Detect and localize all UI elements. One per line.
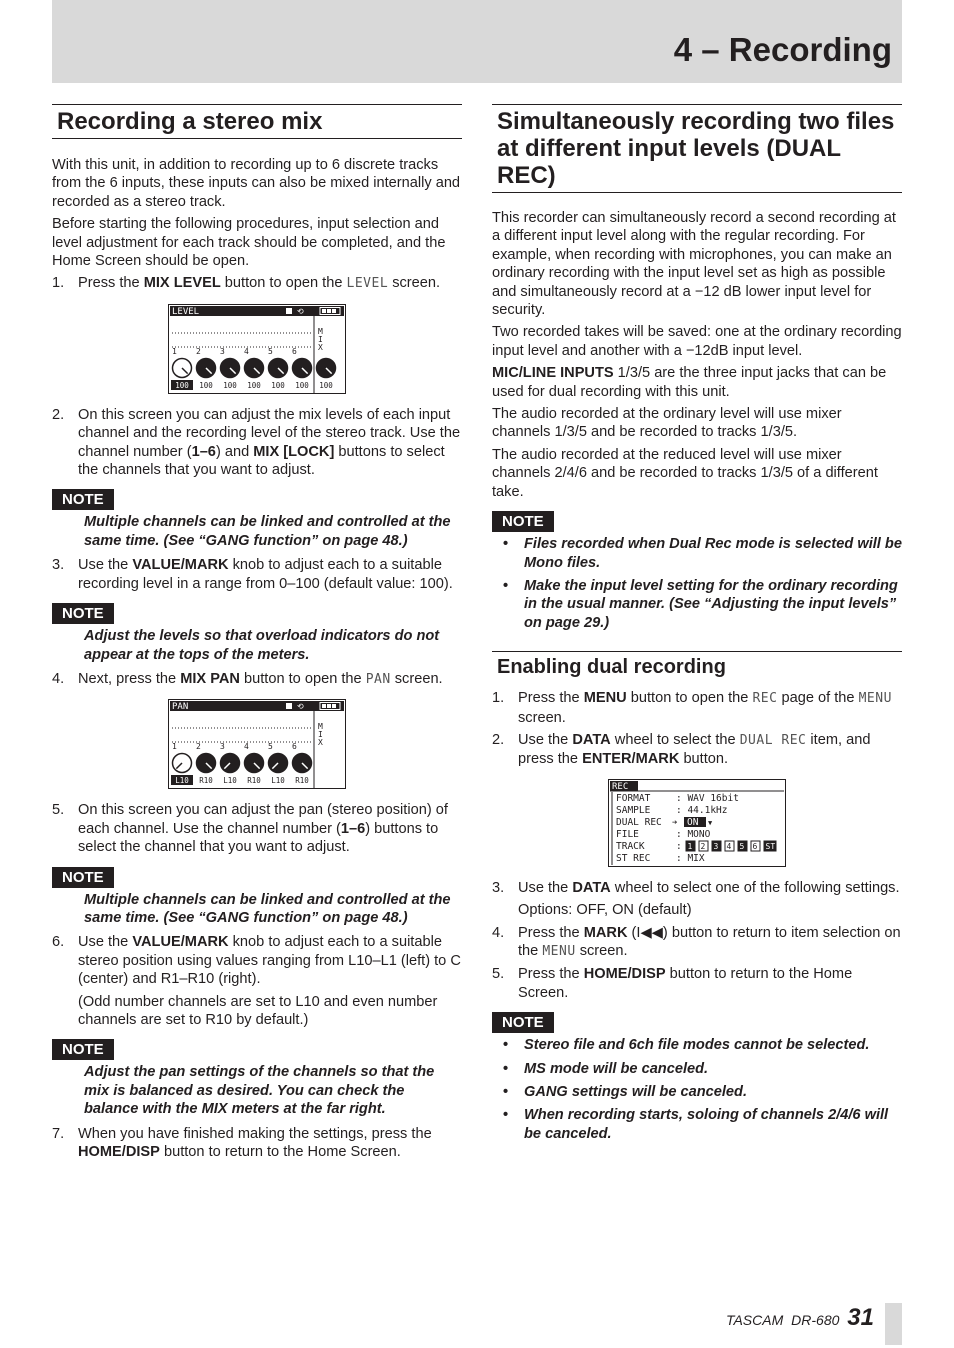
knob-value: L10 bbox=[223, 776, 237, 786]
channel-number: 5 bbox=[268, 346, 273, 356]
menu-item-label: FILE bbox=[616, 828, 639, 840]
skip-back-icon: I◀◀ bbox=[636, 924, 663, 941]
page-number: 31 bbox=[847, 1304, 874, 1331]
step-number: 4. bbox=[52, 670, 65, 687]
menu-item-label: DUAL REC bbox=[616, 816, 662, 828]
step-text: button to return to the Home Screen. bbox=[518, 966, 853, 1001]
lcd-label: MENU bbox=[858, 691, 892, 707]
step-text: screen. bbox=[575, 942, 628, 959]
note-bullet-item: • When recording starts, soloing of channels 2/4/6 will be canceled. bbox=[492, 1106, 902, 1143]
input-jack-name: MIC/LINE INPUTS bbox=[492, 365, 614, 382]
note-badge: NOTE bbox=[492, 511, 554, 532]
mix-label-char: M bbox=[318, 326, 323, 336]
level-screen-figure bbox=[52, 304, 462, 394]
step-2 bbox=[492, 731, 902, 769]
knob-value: 100 bbox=[175, 380, 189, 390]
channel-number: 3 bbox=[220, 346, 225, 356]
menu-item-value: : MIX bbox=[676, 852, 705, 864]
button-name: ENTER/MARK bbox=[582, 751, 680, 768]
step-4 bbox=[52, 670, 462, 689]
track-number: 2 bbox=[700, 841, 706, 851]
step-number: 5. bbox=[52, 802, 65, 819]
button-name: 1–6 bbox=[340, 820, 366, 837]
level-lcd-screen bbox=[168, 304, 346, 394]
step-text: Press the bbox=[518, 966, 584, 983]
channel-number: 2 bbox=[196, 742, 201, 752]
header-band bbox=[52, 0, 902, 83]
step-text: knob to adjust each to a suitable recording level in a range from 0–100 (default value: 100). bbox=[78, 557, 453, 592]
note-bullet-item: • MS mode will be canceled. bbox=[492, 1060, 902, 1078]
step-number: 2. bbox=[492, 731, 505, 748]
step-text: Use the bbox=[518, 731, 573, 748]
rec-screen-figure bbox=[492, 779, 902, 867]
mix-label-char: X bbox=[318, 342, 323, 352]
knob-value: 100 bbox=[319, 380, 333, 390]
track-number: 6 bbox=[752, 841, 758, 851]
note-badge: NOTE bbox=[52, 1039, 114, 1060]
step-text: Press the bbox=[78, 275, 144, 292]
channel-number: 6 bbox=[292, 346, 297, 356]
dual-rec-paragraph-4: The audio recorded at the ordinary level will use mixer channels 1/3/5 and be recorded to tracks 1/3/5. bbox=[492, 406, 842, 441]
intro-paragraph-2: Before starting the following procedures, input selection and level adjustment for each track should be completed, and the Home Screen should be open. bbox=[52, 216, 446, 270]
button-name: 1–6 bbox=[191, 443, 216, 460]
step-text: Use the bbox=[78, 557, 133, 574]
button-name: DATA bbox=[572, 879, 611, 896]
intro-paragraph-1: With this unit, in addition to recording up to 6 discrete tracks from the 6 inputs, these inputs can also be mixed internally and recorded as a stereo track. bbox=[52, 157, 461, 210]
note-bullet-item: • GANG settings will be canceled. bbox=[492, 1083, 902, 1101]
channel-number: 1 bbox=[172, 346, 177, 356]
step-text: screen. bbox=[518, 709, 566, 726]
step-text: When you have finished making the settings, press the bbox=[78, 1125, 432, 1142]
knob-value: 100 bbox=[247, 380, 261, 390]
screen-title: PAN bbox=[172, 702, 189, 713]
step-1 bbox=[52, 274, 462, 293]
note-text: Adjust the levels so that overload indicators do not appear at the tops of the meters. bbox=[84, 628, 440, 663]
channel-number: 1 bbox=[172, 742, 177, 752]
button-name: VALUE/MARK bbox=[132, 557, 229, 574]
channel-number: 5 bbox=[268, 742, 273, 752]
channel-number: 4 bbox=[244, 742, 249, 752]
repeat-icon: ⟲ bbox=[297, 306, 304, 316]
lcd-label: MENU bbox=[542, 943, 576, 959]
step-text: button. bbox=[679, 751, 729, 768]
step-text: button to return to the Home Screen. bbox=[159, 1144, 401, 1160]
knob-value: R10 bbox=[199, 776, 213, 786]
menu-item-label: TRACK bbox=[616, 840, 645, 852]
step-1 bbox=[492, 689, 902, 727]
step-2 bbox=[52, 406, 462, 480]
note-text: Multiple channels can be linked and controlled at the same time. (See “GANG function” on page 48.) bbox=[84, 514, 451, 549]
step-number: 1. bbox=[492, 690, 505, 707]
step-3 bbox=[492, 879, 902, 897]
step-3 bbox=[52, 556, 462, 593]
dual-rec-paragraph-3 bbox=[492, 364, 902, 401]
pan-lcd-screen bbox=[168, 699, 346, 789]
step-text: Press the bbox=[518, 924, 584, 941]
channel-number: 2 bbox=[196, 346, 201, 356]
footer-model: DR-680 bbox=[791, 1312, 840, 1328]
arrow-right-icon: ➔ bbox=[672, 817, 678, 828]
step-7 bbox=[52, 1125, 462, 1162]
lcd-label: DUAL REC bbox=[739, 732, 807, 748]
footer-brand: TASCAM bbox=[725, 1312, 784, 1328]
knob-value: 100 bbox=[199, 380, 213, 390]
menu-item-value: : MONO bbox=[676, 828, 711, 840]
button-name: HOME/DISP bbox=[78, 1144, 160, 1160]
repeat-icon: ⟲ bbox=[297, 702, 304, 712]
section-title-dual-rec: Simultaneously recording two files at different input levels (DUAL REC) bbox=[492, 104, 902, 193]
lcd-label: PAN bbox=[365, 671, 391, 687]
menu-item-label: FORMAT bbox=[616, 792, 651, 804]
step-text: screen. bbox=[390, 670, 443, 687]
step-number: 2. bbox=[52, 406, 65, 423]
step-number: 3. bbox=[52, 557, 65, 574]
button-name: MARK bbox=[583, 924, 628, 941]
step-number: 1. bbox=[52, 275, 65, 292]
record-indicator-icon bbox=[286, 308, 292, 314]
dual-rec-paragraph-5: The audio recorded at the reduced level will use mixer channels 2/4/6 and be recorded to tracks 1/3/5 of a different take. bbox=[492, 446, 878, 500]
step-text: knob to adjust each to a suitable stereo position using values ranging from L10–L1 (left) to C (center) and R1–R10 (right). bbox=[78, 934, 461, 988]
step-text: On this screen you can adjust the pan (stereo position) of each channel. Use the channel number ( bbox=[78, 802, 448, 837]
step-text: ) and bbox=[215, 443, 254, 460]
button-name: DATA bbox=[572, 731, 611, 748]
step-4 bbox=[492, 924, 902, 962]
track-number: 4 bbox=[726, 841, 732, 851]
button-name: MIX LEVEL bbox=[143, 275, 221, 292]
mix-label-char: I bbox=[318, 334, 323, 344]
note-badge: NOTE bbox=[52, 867, 114, 888]
subsection-title-enabling-dual-rec: Enabling dual recording bbox=[492, 651, 902, 681]
record-indicator-icon bbox=[286, 703, 292, 709]
note-bullet-item: • Files recorded when Dual Rec mode is selected will be Mono files. bbox=[492, 535, 902, 572]
page-footer bbox=[726, 1305, 874, 1333]
step-5 bbox=[52, 801, 462, 856]
step-text: wheel to select the bbox=[610, 731, 740, 748]
step-text: button to open the bbox=[626, 690, 753, 707]
knob-value: R10 bbox=[295, 776, 309, 786]
button-name: HOME/DISP bbox=[583, 966, 666, 983]
left-column bbox=[52, 104, 462, 1165]
step-text: screen. bbox=[388, 275, 441, 292]
step-text: buttons to select the channels that you want to adjust. bbox=[78, 443, 445, 479]
step-text: Next, press the bbox=[78, 670, 181, 687]
step-6 bbox=[52, 933, 462, 988]
channel-number: 4 bbox=[244, 346, 249, 356]
step-text: button to open the bbox=[220, 275, 347, 292]
note-text: Adjust the pan settings of the channels so that the mix is balanced as desired. You can check the balance with the MIX meters at the far right. bbox=[84, 1064, 435, 1118]
dual-rec-paragraph-2: Two recorded takes will be saved: one at the ordinary recording input level and another with a −12dB input level. bbox=[492, 324, 902, 359]
step-text: button to open the bbox=[239, 670, 366, 687]
knob-value: L10 bbox=[271, 776, 285, 786]
paragraph-text: 1/3/5 are the three input jacks that can be used for dual recording with this unit. bbox=[492, 365, 887, 400]
step-text: item, and press the bbox=[518, 731, 871, 768]
rec-menu-lcd-screen bbox=[608, 779, 786, 867]
step-text: Press the bbox=[518, 690, 584, 707]
button-name: MIX [LOCK] bbox=[253, 443, 335, 460]
knob-value: R10 bbox=[247, 776, 261, 786]
chapter-title: 4 – Recording bbox=[673, 31, 892, 68]
knob-value: 100 bbox=[295, 380, 309, 390]
note-badge: NOTE bbox=[52, 489, 114, 510]
note-badge: NOTE bbox=[52, 603, 114, 624]
note-bullet-item: • Make the input level setting for the ordinary recording in the usual manner. (See “Adjusting the input levels” on page 29.) bbox=[492, 577, 902, 632]
step-text: ) buttons to select the channel that you want to adjust. bbox=[78, 820, 439, 856]
dropdown-arrow-icon: ▼ bbox=[708, 818, 713, 827]
menu-item-value: : 44.1kHz bbox=[676, 804, 728, 816]
right-column bbox=[492, 104, 902, 1148]
step-text: Use the bbox=[78, 934, 133, 951]
mix-label-char: M bbox=[318, 722, 323, 732]
menu-item-value[interactable]: ON bbox=[687, 816, 699, 828]
track-number: ST bbox=[765, 841, 776, 851]
step-text: On this screen you can adjust the mix levels of each input channel and the recording level of the stereo track. Use the channel number ( bbox=[78, 406, 461, 460]
step-5 bbox=[492, 965, 902, 1002]
channel-number: 6 bbox=[292, 742, 297, 752]
step-text: Use the bbox=[518, 879, 573, 896]
channel-number: 3 bbox=[220, 742, 225, 752]
footer-tab-bar bbox=[885, 1303, 902, 1345]
step-number: 3. bbox=[492, 879, 505, 896]
step-number: 6. bbox=[52, 934, 65, 951]
knob-value: L10 bbox=[175, 776, 189, 786]
dual-rec-paragraph-1: This recorder can simultaneously record a second recording at a different input level along with the regular recording. For example, when recording with microphones, you can make an ordinary recording with the input level set as high as possible and simultaneously record at a −12 dB lower input level for security. bbox=[492, 210, 896, 319]
pan-screen-figure bbox=[52, 699, 462, 789]
note-text: Multiple channels can be linked and controlled at the same time. (See “GANG function” on page 48.) bbox=[84, 891, 451, 926]
step-3-options: Options: OFF, ON (default) bbox=[518, 902, 692, 919]
track-number: 3 bbox=[713, 841, 719, 851]
button-name: VALUE/MARK bbox=[132, 934, 229, 951]
step-6-continuation: (Odd number channels are set to L10 and even number channels are set to R10 by default.) bbox=[78, 993, 438, 1028]
knob-value: 100 bbox=[271, 380, 285, 390]
menu-item-label: ST REC bbox=[616, 852, 651, 864]
button-name: MENU bbox=[583, 690, 627, 707]
step-text: ( bbox=[627, 924, 637, 941]
step-number: 7. bbox=[52, 1125, 65, 1142]
menu-item-value: : WAV 16bit bbox=[676, 792, 739, 804]
mix-label-char: X bbox=[318, 738, 323, 748]
step-number: 4. bbox=[492, 924, 505, 941]
note-bullet-item: • Stereo file and 6ch file modes cannot be selected. bbox=[492, 1036, 902, 1054]
step-text: wheel to select one of the following settings. bbox=[610, 879, 900, 896]
menu-item-value: : bbox=[676, 840, 682, 852]
step-text: ) button to return to item selection on the bbox=[518, 924, 901, 959]
track-number: 5 bbox=[739, 841, 745, 851]
section-title-stereo-mix: Recording a stereo mix bbox=[52, 104, 462, 139]
knob-value: 100 bbox=[223, 380, 237, 390]
lcd-label: LEVEL bbox=[346, 276, 389, 292]
step-number: 5. bbox=[492, 966, 505, 983]
lcd-label: REC bbox=[752, 691, 778, 707]
menu-item-label: SAMPLE bbox=[616, 804, 651, 816]
mix-label-char: I bbox=[318, 730, 323, 740]
track-number: 1 bbox=[687, 841, 693, 851]
note-badge: NOTE bbox=[492, 1012, 554, 1033]
screen-title: LEVEL bbox=[172, 306, 200, 317]
button-name: MIX PAN bbox=[180, 670, 240, 687]
screen-title: REC bbox=[612, 781, 629, 792]
step-text: page of the bbox=[777, 690, 859, 707]
